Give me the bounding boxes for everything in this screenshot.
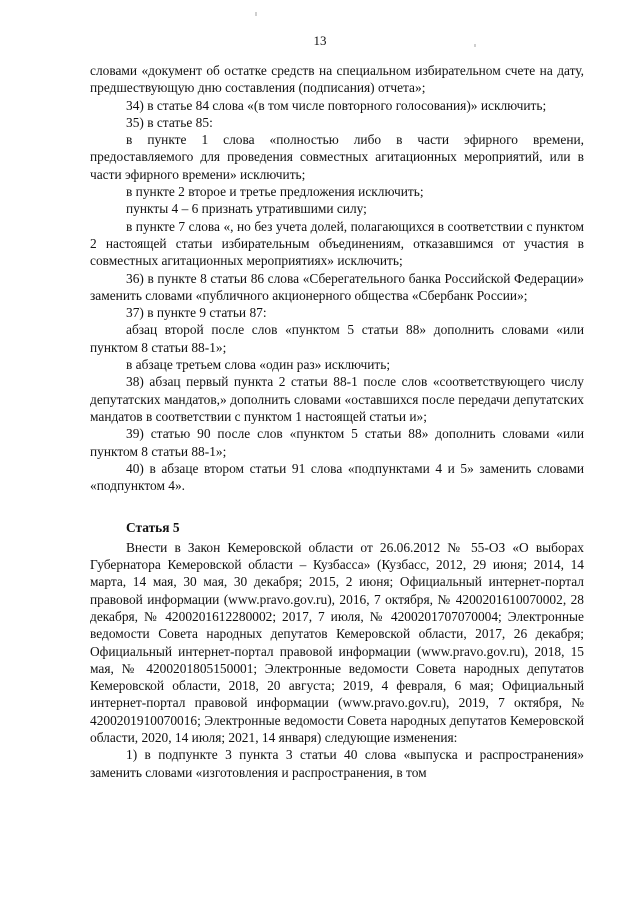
paragraph: 38) абзац первый пункта 2 статьи 88-1 после слов «соответствующего числу депутатских мандатов,» дополнить словами «оставшихся после передачи депутатских мандатов в соответствии с пунктом 1 настоящей статьи и»; — [90, 374, 584, 424]
paragraph: 40) в абзаце втором статьи 91 слова «подпунктами 4 и 5» заменить словами «подпунктом 4». — [90, 460, 584, 494]
paragraph: 35) в статье 85: — [126, 114, 213, 130]
paragraph: Внести в Закон Кемеровской области от 26.06.2012 № 55-ОЗ «О выборах Губернатора Кемеровской области – Кузбасса» (Кузбасс, 2012, 29 июня; 2014, 14 марта, 14 мая, 30 мая, 30 декабря; 2015, 2 июня; Официальный интернет-портал правовой информации (www.pravo.gov.ru), 2016, 7 октября, № 4200201610070002, 28 декабря, № 4200201612280002; 2017, 7 июля, № 4200201707070004; Электронные ведомости Совета народных депутатов Кемеровской области, 2017, 26 декабря; Официальный интернет-портал правовой информации (www.pravo.gov.ru), 2018, 15 мая, № 4200201805150001; Электронные ведомости Совета народных депутатов Кемеровской области, 2018, 20 августа; 2019, 4 февраля, 6 мая; Официальный интернет-портал правовой информации (www.pravo.gov.ru), 2019, 7 октября, № 4200201910070016; Электронные ведомости Совета народных депутатов Кемеровской области, 2020, 14 июля; 2021, 14 января) следующие изменения: — [90, 539, 584, 745]
paragraph: абзац второй после слов «пунктом 5 статьи 88» дополнить словами «или пунктом 8 статьи 88-1»; — [90, 322, 584, 355]
paragraph: 34) в статье 84 слова «(в том числе повторного голосования)» исключить; — [126, 97, 547, 113]
paragraph: в пункте 7 слова «, но без учета долей, полагающихся в соответствии с пунктом 2 настоящей статьи избирательным объединениям, отказавшимся от участия в совместных агитационных мероприятиях» исключить; — [90, 218, 584, 269]
paragraph: словами «документ об остатке средств на специальном избирательном счете на дату, предшествующую дню составления (подписания) отчета»; — [90, 63, 584, 96]
paragraph: 39) статью 90 после слов «пунктом 5 статьи 88» дополнить словами «или пунктом 8 статьи 88-1»; — [90, 426, 584, 459]
paragraph: в абзаце третьем слова «один раз» исключить; — [126, 357, 391, 373]
paragraph: пункты 4 – 6 признать утратившими силу; — [126, 201, 367, 217]
page-number: 13 — [313, 33, 327, 48]
paragraph: 1) в подпункте 3 пункта 3 статьи 40 слова «выпуска и распространения» заменить словами «изготовления и распространения, в том — [90, 747, 584, 780]
paragraph: 37) в пункте 9 статьи 87: — [126, 305, 267, 321]
paragraph: 36) в пункте 8 статьи 86 слова «Сберегательного банка Российской Федерации» заменить словами «публичного акционерного общества «Сбербанк России»; — [90, 270, 584, 303]
paragraph: в пункте 2 второе и третье предложения исключить; — [126, 184, 424, 200]
body-text — [90, 62, 584, 781]
scan-artifact — [255, 12, 257, 16]
paragraph: в пункте 1 слова «полностью либо в части эфирного времени, предоставляемого для проведения совместных агитационных мероприятий, или в части эфирного времени» исключить; — [90, 132, 584, 182]
article-heading: Статья 5 — [126, 520, 180, 536]
